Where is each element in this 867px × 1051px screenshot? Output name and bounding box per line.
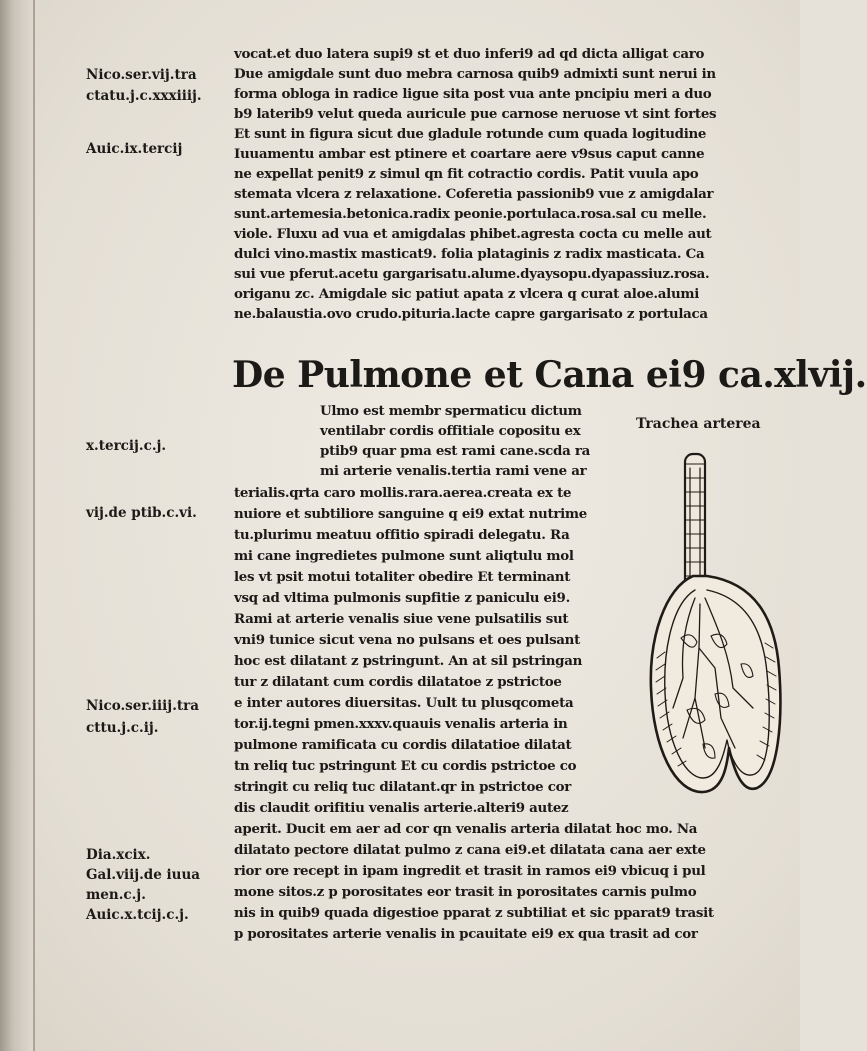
text-line: tor.ij.tegni pmen.xxxv.quauis venalis arteria in xyxy=(234,716,568,732)
text-line: aperit. Ducit em aer ad cor qn venalis arteria dilatat hoc mo. Na xyxy=(234,821,698,837)
text-line: les vt psit motui totaliter obedire Et terminant xyxy=(234,569,571,585)
text-line: ptib9 quar pma est rami cane.scda ra xyxy=(320,443,590,459)
text-line: stringit cu reliq tuc dilatant.qr in pstrictoe cor xyxy=(234,779,572,795)
text-line: tur z dilatant cum cordis dilatatoe z pstrictoe xyxy=(234,674,562,690)
margin-note: ctatu.j.c.xxxiiij. xyxy=(86,88,202,104)
text-line: vsq ad vltima pulmonis supfitie z paniculu ei9. xyxy=(234,590,570,606)
gutter-shadow-line xyxy=(33,0,35,1051)
text-line: nis in quib9 quada digestioe pparat z subtiliat et sic pparat9 trasit xyxy=(234,905,714,921)
text-line: viole. Fluxu ad vua et amigdalas phibet.agresta cocta cu melle aut xyxy=(234,226,712,242)
text-line: mi cane ingredietes pulmone sunt aliqtulu mol xyxy=(234,548,574,564)
text-line: sui vue pferut.acetu gargarisatu.alume.dyaysopu.dyapassiuz.rosa. xyxy=(234,266,710,282)
margin-note: Nico.ser.vij.tra xyxy=(86,67,197,83)
margin-note: cttu.j.c.ij. xyxy=(86,720,159,736)
margin-note: x.tercij.c.j. xyxy=(86,438,167,454)
text-line: Et sunt in figura sicut due gladule rotunde cum quada logitudine xyxy=(234,126,707,142)
text-line: pulmone ramificata cu cordis dilatatioe dilatat xyxy=(234,737,572,753)
margin-note: Auic.x.tcij.c.j. xyxy=(86,907,189,923)
text-line: Due amigdale sunt duo mebra carnosa quib9 admixti sunt nerui in xyxy=(234,66,716,82)
text-line: Ulmo est membr spermaticu dictum xyxy=(320,403,582,419)
text-line: Rami at arterie venalis siue vene pulsatilis sut xyxy=(234,611,569,627)
text-line: vni9 tunice sicut vena no pulsans et oes pulsant xyxy=(234,632,581,648)
text-line: e inter autores diuersitas. Uult tu plusqcometa xyxy=(234,695,574,711)
margin-note: Gal.viij.de iuua xyxy=(86,867,201,883)
text-line: terialis.qrta caro mollis.rara.aerea.creata ex te xyxy=(234,485,572,501)
text-line: mone sitos.z p porositates eor trasit in porositates carnis pulmo xyxy=(234,884,697,900)
text-line: ne expellat penit9 z simul qn fit cotractio cordis. Patit vuula apo xyxy=(234,166,699,182)
margin-note: Dia.xcix. xyxy=(86,847,151,863)
text-line: b9 laterib9 velut queda auricule pue carnose neruose vt sint fortes xyxy=(234,106,717,122)
text-line: origanu zc. Amigdale sic patiut apata z vlcera q curat aloe.alumi xyxy=(234,286,700,302)
margin-note: vij.de ptib.c.vi. xyxy=(86,505,197,521)
text-line: rior ore recept in ipam ingredit et trasit in ramos ei9 vbicuq i pul xyxy=(234,863,706,879)
trachea-lung-woodcut xyxy=(645,448,785,800)
text-line: ventilabr cordis offitiale copositu ex xyxy=(320,423,581,439)
page-gutter xyxy=(0,0,34,1051)
margin-note: Nico.ser.iiij.tra xyxy=(86,698,199,714)
text-line: ne.balaustia.ovo crudo.pituria.lacte capre gargarisato z portulaca xyxy=(234,306,708,322)
margin-note: Auic.ix.tercij xyxy=(86,141,183,157)
text-line: forma obloga in radice ligue sita post vua ante pncipiu meri a duo xyxy=(234,86,712,102)
text-line: dis claudit orifitiu venalis arterie.alteri9 autez xyxy=(234,800,569,816)
text-line: Iuuamentu ambar est ptinere et coartare aere v9sus caput canne xyxy=(234,146,705,162)
text-line: dilatato pectore dilatat pulmo z cana ei9.et dilatata cana aer exte xyxy=(234,842,706,858)
text-line: nuiore et subtiliore sanguine q ei9 extat nutrime xyxy=(234,506,588,522)
margin-note: men.c.j. xyxy=(86,887,146,903)
text-line: stemata vlcera z relaxatione. Coferetia passionib9 vue z amigdalar xyxy=(234,186,714,202)
text-line: dulci vino.mastix masticat9. folia plataginis z radix masticata. Ca xyxy=(234,246,705,262)
text-line: vocat.et duo latera supi9 st et duo inferi9 ad qd dicta alligat caro xyxy=(234,46,705,62)
text-line: p porositates arterie venalis in pcauitate ei9 ex qua trasit ad cor xyxy=(234,926,698,942)
text-line: tu.plurimu meatuu offitio spiradi delegatu. Ra xyxy=(234,527,570,543)
text-line: sunt.artemesia.betonica.radix peonie.portulaca.rosa.sal cu melle. xyxy=(234,206,707,222)
figure-label: Trachea arterea xyxy=(636,416,761,432)
text-line: mi arterie venalis.tertia rami vene ar xyxy=(320,463,587,479)
chapter-heading: De Pulmone et Cana ei9 ca.xlvij. xyxy=(232,354,867,396)
text-line: hoc est dilatant z pstringunt. An at sil pstringan xyxy=(234,653,583,669)
text-line: tn reliq tuc pstringunt Et cu cordis pstrictoe co xyxy=(234,758,577,774)
